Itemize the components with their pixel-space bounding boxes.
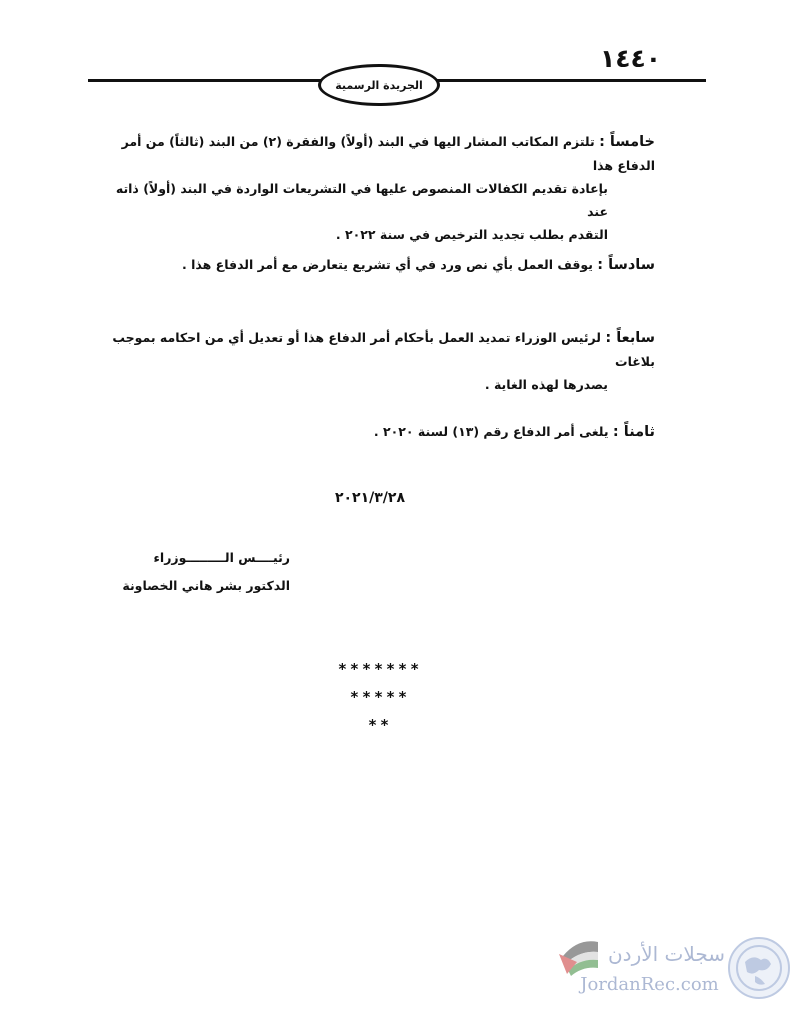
globe-icon: [727, 936, 791, 1000]
stars-line-3: **: [367, 716, 393, 734]
signature-name: الدكتور بشر هاني الخصاونة: [122, 578, 290, 593]
clause-text-continued: بإعادة تقديم الكفالات المنصوص عليها في التشريعات الواردة في البند (أولاً) ذاته عند: [115, 181, 608, 219]
signature-title: رئيــــس الـــــــــوزراء: [153, 550, 290, 565]
clause-text: تلتزم المكاتب المشار اليها في البند (أولاً) والفقرة (٢) من البند (ثالثاً) من أمر الدفاع هذا: [121, 134, 655, 173]
clause-text: يوقف العمل بأي نص ورد في أي تشريع يتعارض مع أمر الدفاع هذا .: [182, 257, 593, 272]
clause-label: خامساً :: [599, 134, 655, 150]
watermark-arabic: سجلات الأردن: [607, 942, 725, 966]
clause-label: سادساً :: [597, 257, 655, 273]
clause-sixth: [100, 253, 655, 277]
clause-text-continued: التقدم بطلب تجديد الترخيص في سنة ٢٠٢٢ .: [335, 227, 608, 242]
clause-text: يلغى أمر الدفاع رقم (١٣) لسنة ٢٠٢٠ .: [373, 424, 609, 439]
stars-line-2: *****: [349, 688, 411, 706]
gazette-title-oval: [318, 64, 440, 106]
gazette-title: الجريدة الرسمية: [335, 78, 423, 92]
clause-label: سابعاً :: [605, 330, 655, 346]
clause-text-continued: يصدرها لهذه الغاية .: [484, 377, 608, 392]
clause-eighth: [100, 420, 655, 444]
clause-label: ثامناً :: [612, 424, 655, 440]
page-number: ١٤٤٠: [600, 44, 662, 73]
clause-seventh: [100, 326, 655, 396]
watermark-latin: JordanRec.com: [580, 974, 719, 995]
document-date: ٢٠٢١/٣/٢٨: [334, 490, 406, 506]
clause-text: لرئيس الوزراء تمديد العمل بأحكام أمر الدفاع هذا أو تعديل أي من احكامه بموجب بلاغات: [112, 330, 655, 369]
clause-fifth: [100, 130, 655, 246]
watermark: [545, 922, 791, 1017]
stars-line-1: *******: [337, 660, 423, 678]
